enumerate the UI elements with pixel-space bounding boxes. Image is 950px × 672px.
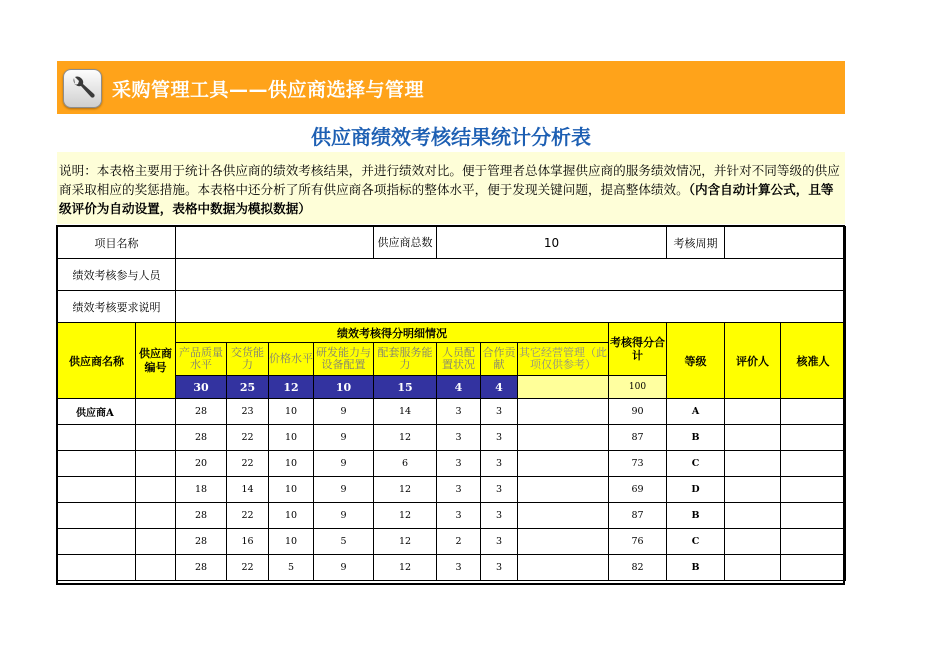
total-score-cell: 69 — [609, 477, 667, 503]
score-cell[interactable]: 10 — [269, 399, 314, 425]
weight-cell: 4 — [481, 376, 518, 399]
score-cell[interactable]: 9 — [314, 503, 374, 529]
score-cell[interactable]: 28 — [176, 529, 227, 555]
supplier-code-cell[interactable] — [136, 399, 176, 425]
score-cell[interactable]: 20 — [176, 451, 227, 477]
col-item-quality: 产品质量水平 — [176, 343, 227, 376]
supplier-total-value[interactable]: 10 — [437, 227, 667, 259]
score-cell[interactable]: 28 — [176, 399, 227, 425]
weight-cell: 30 — [176, 376, 227, 399]
evaluator-cell[interactable] — [725, 399, 781, 425]
weight-cell: 15 — [374, 376, 437, 399]
supplier-code-cell[interactable] — [136, 451, 176, 477]
supplier-name-cell[interactable] — [58, 477, 136, 503]
table-row — [58, 399, 846, 425]
score-cell[interactable]: 12 — [374, 529, 437, 555]
score-cell[interactable]: 6 — [374, 451, 437, 477]
weight-cell: 25 — [227, 376, 269, 399]
score-cell[interactable]: 9 — [314, 555, 374, 581]
description-text: 说明：本表格主要用于统计各供应商的绩效考核结果，并进行绩效对比。便于管理者总体掌握供应商的服务绩效情况，并针对不同等级的供应商采取相应的奖惩措施。本表格中还分析了所有供应商各项指标的整体水平，便于发现关键问题，提高整体绩效。 — [59, 163, 840, 197]
score-cell[interactable]: 3 — [481, 555, 518, 581]
supplier-code-cell[interactable] — [136, 425, 176, 451]
score-cell[interactable]: 18 — [176, 477, 227, 503]
total-score-cell: 87 — [609, 503, 667, 529]
evaluator-cell[interactable] — [725, 555, 781, 581]
col-approver: 核准人 — [781, 323, 846, 399]
col-item-staff: 人员配置状况 — [437, 343, 481, 376]
score-cell[interactable]: 12 — [374, 477, 437, 503]
total-score-cell: 90 — [609, 399, 667, 425]
supplier-total-label: 供应商总数 — [374, 227, 437, 259]
grade-cell: B — [667, 503, 725, 529]
evaluator-cell[interactable] — [725, 477, 781, 503]
supplier-name-cell[interactable] — [58, 503, 136, 529]
grade-cell: C — [667, 529, 725, 555]
score-cell[interactable]: 16 — [227, 529, 269, 555]
approver-cell[interactable] — [781, 451, 846, 477]
col-item-rnd: 研发能力与设备配置 — [314, 343, 374, 376]
score-cell[interactable]: 9 — [314, 451, 374, 477]
score-cell[interactable]: 5 — [269, 555, 314, 581]
score-cell[interactable]: 3 — [437, 425, 481, 451]
table-row — [58, 555, 846, 581]
wrench-icon — [63, 69, 102, 108]
col-item-price: 价格水平 — [269, 343, 314, 376]
weight-total: 100 — [609, 376, 667, 399]
period-value[interactable] — [725, 227, 846, 259]
score-cell[interactable]: 10 — [269, 477, 314, 503]
supplier-name-cell[interactable] — [58, 529, 136, 555]
supplier-name-cell[interactable] — [58, 555, 136, 581]
score-cell[interactable]: 22 — [227, 503, 269, 529]
score-cell[interactable]: 28 — [176, 425, 227, 451]
grade-cell: D — [667, 477, 725, 503]
score-cell[interactable]: 3 — [481, 399, 518, 425]
score-cell[interactable]: 3 — [481, 503, 518, 529]
score-cell[interactable] — [518, 555, 609, 581]
table-row — [58, 477, 846, 503]
total-score-cell: 87 — [609, 425, 667, 451]
supplier-code-cell[interactable] — [136, 555, 176, 581]
table-row — [58, 503, 846, 529]
score-cell[interactable]: 3 — [481, 529, 518, 555]
table-row — [58, 425, 846, 451]
approver-cell[interactable] — [781, 477, 846, 503]
col-item-other: 其它经营管理（此项仅供参考） — [518, 343, 609, 376]
header-banner — [57, 61, 845, 114]
score-cell[interactable]: 22 — [227, 555, 269, 581]
approver-cell[interactable] — [781, 425, 846, 451]
evaluator-cell[interactable] — [725, 451, 781, 477]
score-cell[interactable]: 10 — [269, 425, 314, 451]
score-cell[interactable]: 12 — [374, 425, 437, 451]
supplier-code-cell[interactable] — [136, 477, 176, 503]
description-note: （内含自动计算公式，且等级评价为自动设置，表格中数据为模拟数据） — [59, 182, 834, 216]
score-cell[interactable]: 14 — [227, 477, 269, 503]
weight-cell-other — [518, 376, 609, 399]
description-box — [57, 152, 845, 224]
score-cell[interactable]: 3 — [437, 451, 481, 477]
grade-cell: B — [667, 555, 725, 581]
approver-cell[interactable] — [781, 529, 846, 555]
score-cell[interactable] — [518, 451, 609, 477]
score-cell[interactable]: 22 — [227, 451, 269, 477]
requirements-label: 绩效考核要求说明 — [58, 291, 176, 323]
participants-label: 绩效考核参与人员 — [58, 259, 176, 291]
score-cell[interactable]: 2 — [437, 529, 481, 555]
weight-cell: 4 — [437, 376, 481, 399]
supplier-code-cell[interactable] — [136, 503, 176, 529]
score-cell[interactable]: 10 — [269, 451, 314, 477]
table-row — [58, 451, 846, 477]
score-cell[interactable]: 9 — [314, 399, 374, 425]
col-item-delivery: 交货能力 — [227, 343, 269, 376]
score-cell[interactable]: 3 — [481, 425, 518, 451]
total-score-cell: 76 — [609, 529, 667, 555]
score-cell[interactable]: 5 — [314, 529, 374, 555]
score-cell[interactable]: 3 — [437, 399, 481, 425]
approver-cell[interactable] — [781, 503, 846, 529]
score-cell[interactable] — [518, 399, 609, 425]
evaluation-table — [57, 226, 846, 581]
evaluator-cell[interactable] — [725, 425, 781, 451]
evaluator-cell[interactable] — [725, 503, 781, 529]
page-title: 供应商绩效考核结果统计分析表 — [311, 125, 591, 149]
score-cell[interactable]: 3 — [437, 503, 481, 529]
score-cell[interactable]: 12 — [374, 503, 437, 529]
col-detail-group: 绩效考核得分明细情况 — [176, 323, 609, 343]
approver-cell[interactable] — [781, 399, 846, 425]
project-name-label: 项目名称 — [58, 227, 176, 259]
col-supplier-code: 供应商编号 — [136, 323, 176, 399]
weight-cell: 12 — [269, 376, 314, 399]
total-score-cell: 82 — [609, 555, 667, 581]
supplier-name-cell[interactable] — [58, 451, 136, 477]
score-cell[interactable]: 3 — [481, 477, 518, 503]
supplier-code-cell[interactable] — [136, 529, 176, 555]
score-cell[interactable]: 22 — [227, 425, 269, 451]
project-name-value[interactable] — [176, 227, 374, 259]
col-total: 考核得分合计 — [609, 323, 667, 376]
supplier-name-cell[interactable]: 供应商A — [58, 399, 136, 425]
col-item-cooperation: 合作贡献 — [481, 343, 518, 376]
participants-value[interactable] — [176, 259, 846, 291]
score-cell[interactable]: 3 — [437, 477, 481, 503]
grade-cell: C — [667, 451, 725, 477]
grade-cell: A — [667, 399, 725, 425]
grade-cell: B — [667, 425, 725, 451]
score-cell[interactable]: 12 — [374, 555, 437, 581]
weight-cell: 10 — [314, 376, 374, 399]
col-item-service: 配套服务能力 — [374, 343, 437, 376]
col-evaluator: 评价人 — [725, 323, 781, 399]
evaluator-cell[interactable] — [725, 529, 781, 555]
total-score-cell: 73 — [609, 451, 667, 477]
score-cell[interactable]: 3 — [481, 451, 518, 477]
col-supplier-name: 供应商名称 — [58, 323, 136, 399]
approver-cell[interactable] — [781, 555, 846, 581]
score-cell[interactable] — [518, 503, 609, 529]
score-cell[interactable]: 10 — [269, 529, 314, 555]
score-cell[interactable] — [518, 477, 609, 503]
score-cell[interactable]: 28 — [176, 503, 227, 529]
score-cell[interactable]: 23 — [227, 399, 269, 425]
score-cell[interactable]: 3 — [437, 555, 481, 581]
score-cell[interactable]: 28 — [176, 555, 227, 581]
period-label: 考核周期 — [667, 227, 725, 259]
supplier-name-cell[interactable] — [58, 425, 136, 451]
score-cell[interactable]: 10 — [269, 503, 314, 529]
score-cell[interactable]: 14 — [374, 399, 437, 425]
banner-title: 采购管理工具——供应商选择与管理 — [112, 79, 425, 101]
requirements-value[interactable] — [176, 291, 846, 323]
score-cell[interactable]: 9 — [314, 425, 374, 451]
col-grade: 等级 — [667, 323, 725, 399]
score-cell[interactable]: 9 — [314, 477, 374, 503]
score-cell[interactable] — [518, 425, 609, 451]
score-cell[interactable] — [518, 529, 609, 555]
table-row — [58, 529, 846, 555]
